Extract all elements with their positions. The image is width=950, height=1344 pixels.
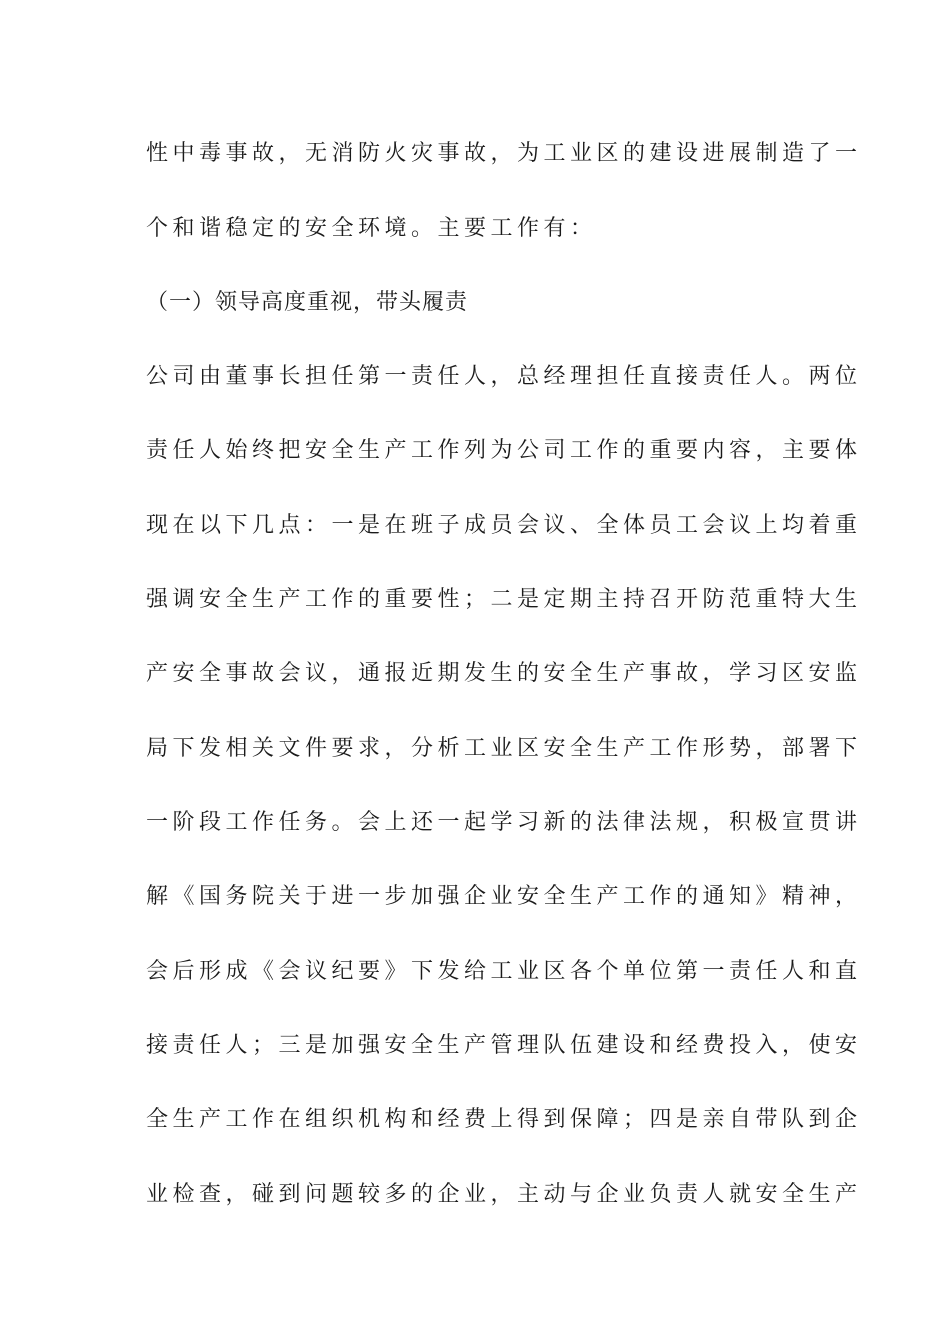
text-line-1: 性中毒事故，无消防火灾事故，为工业区的建设进展制造了一 <box>146 141 862 166</box>
text-line-12: 会后形成《会议纪要》下发给工业区各个单位第一责任人和直 <box>146 959 862 984</box>
text-line-7: 强调安全生产工作的重要性；二是定期主持召开防范重特大生 <box>146 587 862 612</box>
text-line-10: 一阶段工作任务。会上还一起学习新的法律法规，积极宣贯讲 <box>146 810 862 835</box>
text-line-13: 接责任人；三是加强安全生产管理队伍建设和经费投入，使安 <box>146 1033 862 1058</box>
text-line-15: 业检查，碰到问题较多的企业，主动与企业负责人就安全生产 <box>146 1182 862 1207</box>
text-line-8: 产安全事故会议，通报近期发生的安全生产事故，学习区安监 <box>146 661 862 686</box>
text-line-6: 现在以下几点：一是在班子成员会议、全体员工会议上均着重 <box>146 513 862 538</box>
section-heading: （一）领导高度重视，带头履责 <box>146 290 469 315</box>
text-line-14: 全生产工作在组织机构和经费上得到保障；四是亲自带队到企 <box>146 1107 862 1132</box>
text-line-2: 个和谐稳定的安全环境。主要工作有： <box>146 216 597 241</box>
text-line-4: 公司由董事长担任第一责任人，总经理担任直接责任人。两位 <box>146 364 862 389</box>
text-line-11: 解《国务院关于进一步加强企业安全生产工作的通知》精神， <box>146 884 862 909</box>
text-line-5: 责任人始终把安全生产工作列为公司工作的重要内容，主要体 <box>146 438 862 463</box>
text-line-9: 局下发相关文件要求，分析工业区安全生产工作形势，部署下 <box>146 736 862 761</box>
